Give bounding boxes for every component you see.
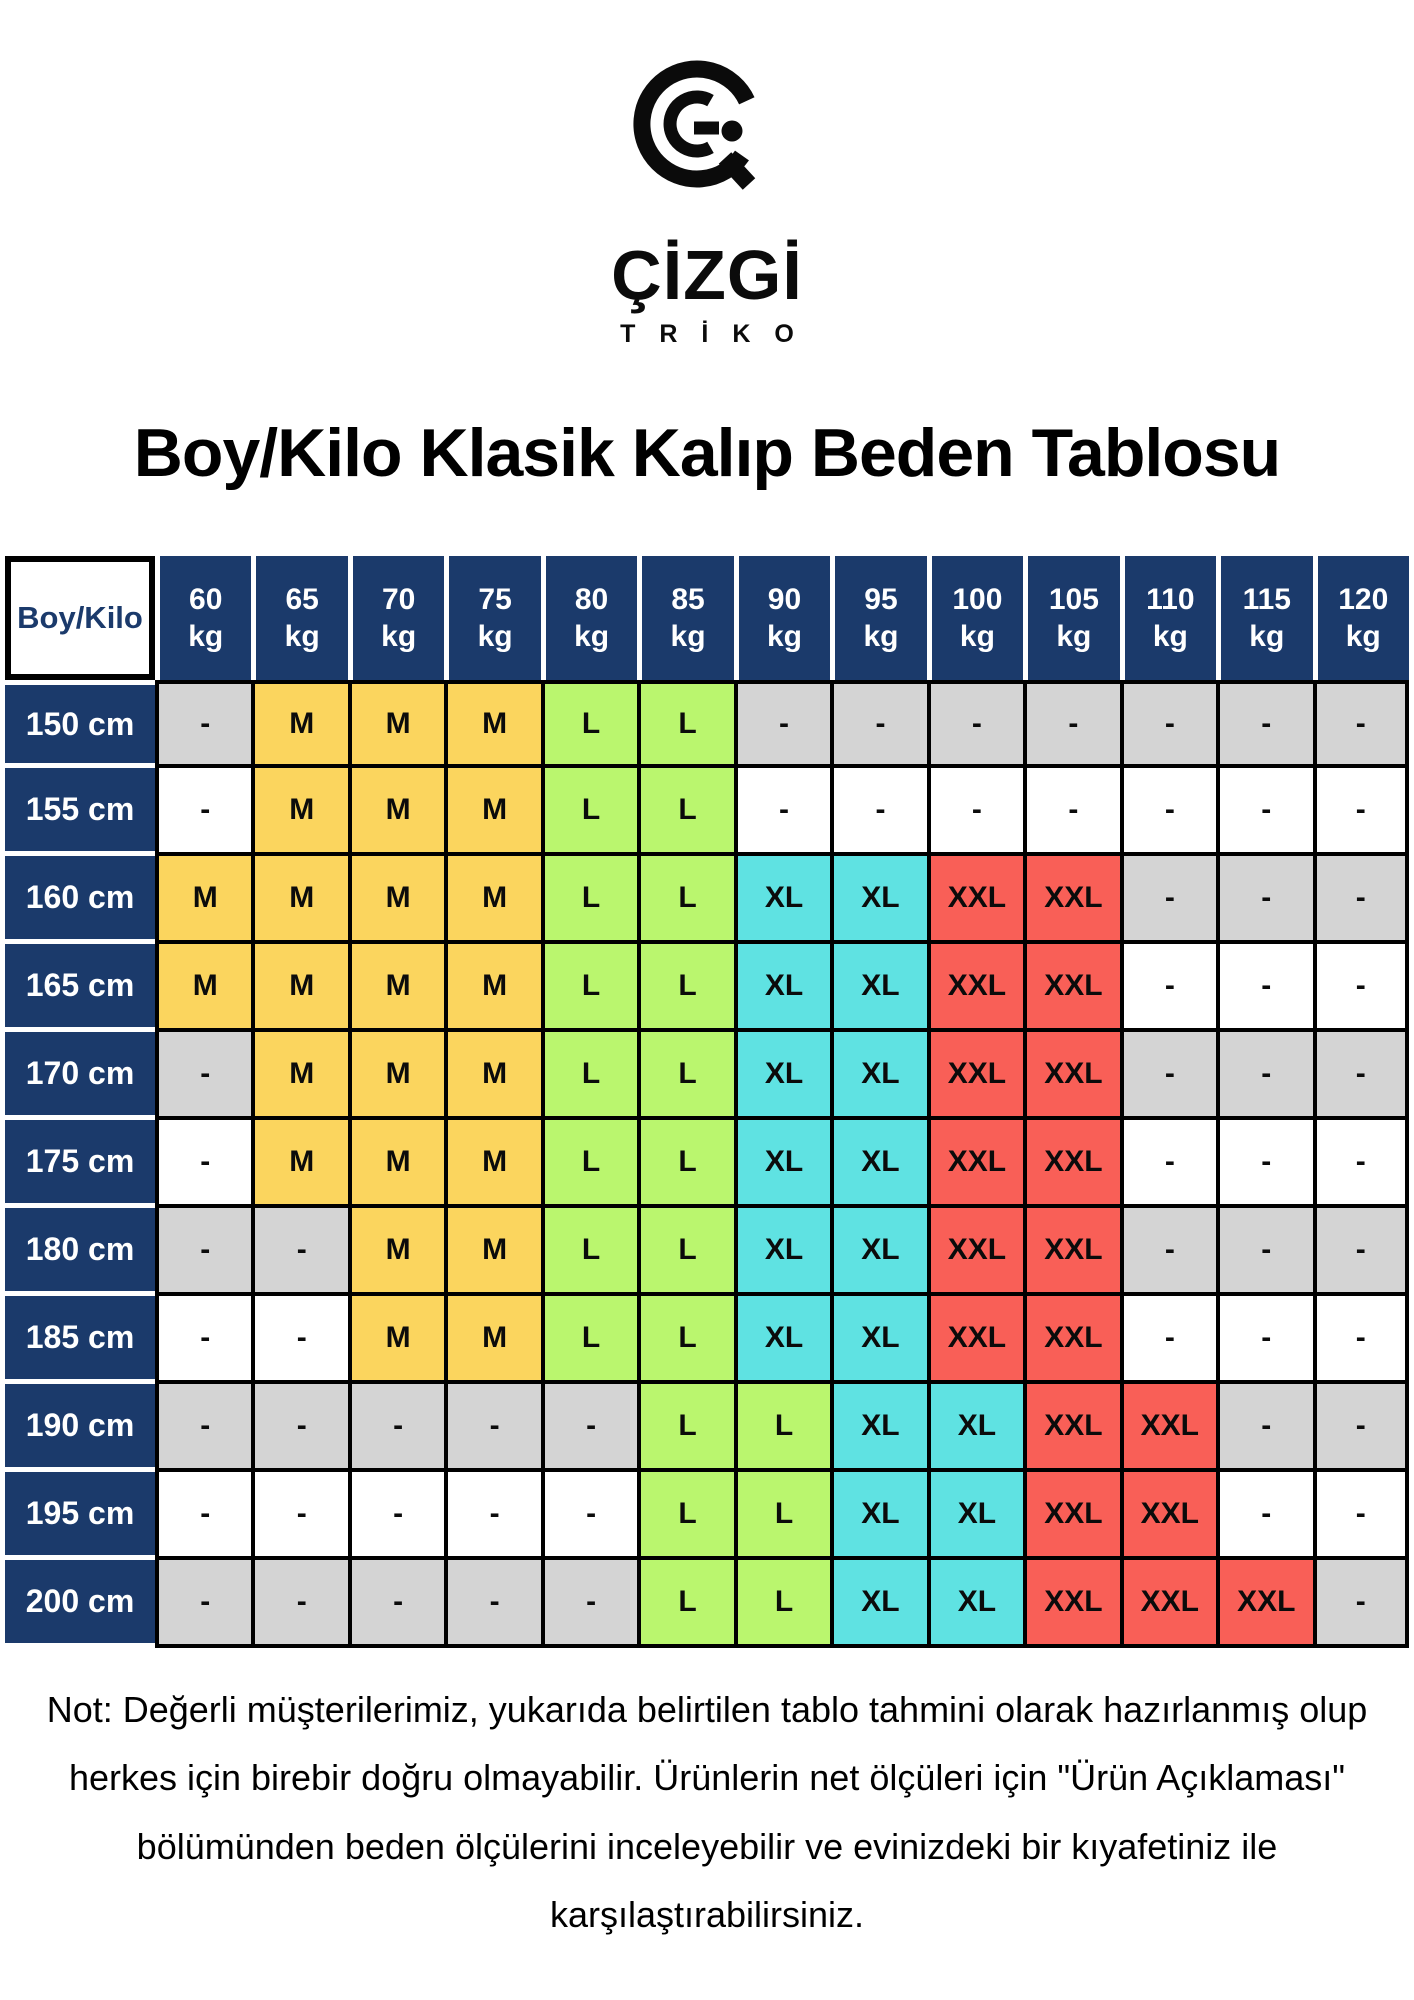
empty-cell: - <box>1313 680 1409 768</box>
size-cell-m: M <box>444 680 540 768</box>
empty-cell: - <box>1120 944 1216 1032</box>
size-cell-m: M <box>348 856 444 944</box>
empty-cell: - <box>541 1384 637 1472</box>
empty-cell: - <box>155 1208 251 1296</box>
empty-cell: - <box>1216 1296 1312 1384</box>
size-cell-xl: XL <box>830 856 926 944</box>
size-cell-xl: XL <box>830 944 926 1032</box>
empty-cell: - <box>1216 1472 1312 1560</box>
weight-header-cell: 120 kg <box>1313 556 1409 680</box>
size-cell-m: M <box>348 680 444 768</box>
height-header-cell: 150 cm <box>5 680 155 768</box>
size-cell-xl: XL <box>734 1208 830 1296</box>
size-cell-xl: XL <box>927 1560 1023 1648</box>
size-cell-xl: XL <box>927 1472 1023 1560</box>
size-cell-xxl: XXL <box>927 1296 1023 1384</box>
empty-cell: - <box>251 1472 347 1560</box>
size-cell-m: M <box>348 1032 444 1120</box>
size-cell-xxl: XXL <box>927 856 1023 944</box>
size-cell-xxl: XXL <box>1023 1208 1119 1296</box>
size-cell-xxl: XXL <box>1023 1296 1119 1384</box>
empty-cell: - <box>1313 1472 1409 1560</box>
brand-logo-mark-icon <box>632 44 782 236</box>
empty-cell: - <box>1120 1032 1216 1120</box>
weight-header-cell: 80 kg <box>541 556 637 680</box>
empty-cell: - <box>1313 1120 1409 1208</box>
size-cell-xxl: XXL <box>1023 944 1119 1032</box>
size-cell-m: M <box>348 768 444 856</box>
empty-cell: - <box>1120 856 1216 944</box>
weight-header-cell: 105 kg <box>1023 556 1119 680</box>
height-header-cell: 180 cm <box>5 1208 155 1296</box>
weight-header-cell: 65 kg <box>251 556 347 680</box>
empty-cell: - <box>348 1560 444 1648</box>
size-cell-m: M <box>444 944 540 1032</box>
weight-header-cell: 60 kg <box>155 556 251 680</box>
empty-cell: - <box>830 680 926 768</box>
weight-header-cell: 115 kg <box>1216 556 1312 680</box>
empty-cell: - <box>927 680 1023 768</box>
weight-header-cell: 75 kg <box>444 556 540 680</box>
size-cell-m: M <box>444 1208 540 1296</box>
size-cell-m: M <box>444 1120 540 1208</box>
size-cell-xl: XL <box>830 1296 926 1384</box>
size-cell-m: M <box>251 1032 347 1120</box>
size-cell-l: L <box>734 1560 830 1648</box>
empty-cell: - <box>444 1384 540 1472</box>
empty-cell: - <box>1120 680 1216 768</box>
size-cell-xxl: XXL <box>1023 1560 1119 1648</box>
size-cell-m: M <box>251 1120 347 1208</box>
empty-cell: - <box>1313 1296 1409 1384</box>
size-cell-xxl: XXL <box>927 1032 1023 1120</box>
size-cell-l: L <box>637 856 733 944</box>
empty-cell: - <box>251 1384 347 1472</box>
empty-cell: - <box>734 768 830 856</box>
empty-cell: - <box>541 1560 637 1648</box>
size-cell-l: L <box>541 1296 637 1384</box>
size-cell-l: L <box>541 1120 637 1208</box>
size-cell-m: M <box>251 680 347 768</box>
empty-cell: - <box>1313 1384 1409 1472</box>
table-body <box>5 680 1409 1648</box>
corner-cell: Boy/Kilo <box>5 556 155 680</box>
size-cell-m: M <box>348 944 444 1032</box>
empty-cell: - <box>155 1560 251 1648</box>
height-header-cell: 185 cm <box>5 1296 155 1384</box>
size-cell-m: M <box>348 1208 444 1296</box>
height-header-cell: 165 cm <box>5 944 155 1032</box>
size-table <box>5 556 1409 1648</box>
size-cell-l: L <box>541 1032 637 1120</box>
size-cell-xxl: XXL <box>927 1120 1023 1208</box>
size-cell-xl: XL <box>830 1560 926 1648</box>
empty-cell: - <box>541 1472 637 1560</box>
weight-header-cell: 85 kg <box>637 556 733 680</box>
size-cell-xl: XL <box>830 1120 926 1208</box>
empty-cell: - <box>1313 856 1409 944</box>
empty-cell: - <box>830 768 926 856</box>
empty-cell: - <box>1216 768 1312 856</box>
empty-cell: - <box>444 1560 540 1648</box>
size-cell-xxl: XXL <box>927 1208 1023 1296</box>
size-cell-xxl: XXL <box>1023 1120 1119 1208</box>
size-cell-m: M <box>251 856 347 944</box>
size-cell-m: M <box>348 1120 444 1208</box>
size-cell-xxl: XXL <box>1023 1472 1119 1560</box>
size-cell-l: L <box>637 1472 733 1560</box>
size-cell-m: M <box>251 768 347 856</box>
empty-cell: - <box>1313 1560 1409 1648</box>
size-cell-l: L <box>734 1472 830 1560</box>
empty-cell: - <box>251 1208 347 1296</box>
empty-cell: - <box>1120 1296 1216 1384</box>
empty-cell: - <box>155 1384 251 1472</box>
footnote: Not: Değerli müşterilerimiz, yukarıda belirtilen tablo tahmini olarak hazırlanmış olup herkes için birebir doğru olmayabilir. Ürünlerin net ölçüleri için "Ürün Açıklaması" bölümünden beden ölçülerini inceleyebilir ve evinizdeki bir kıyafetiniz ile karşılaştırabilirsiniz. <box>46 1689 1368 1936</box>
size-cell-m: M <box>348 1296 444 1384</box>
size-cell-l: L <box>637 1208 733 1296</box>
size-cell-xxl: XXL <box>1216 1560 1312 1648</box>
empty-cell: - <box>348 1472 444 1560</box>
empty-cell: - <box>1120 768 1216 856</box>
empty-cell: - <box>1216 944 1312 1032</box>
size-cell-xxl: XXL <box>927 944 1023 1032</box>
size-cell-l: L <box>541 1208 637 1296</box>
height-header-cell: 195 cm <box>5 1472 155 1560</box>
size-cell-l: L <box>541 856 637 944</box>
size-cell-l: L <box>541 680 637 768</box>
size-cell-m: M <box>444 1032 540 1120</box>
size-cell-l: L <box>541 768 637 856</box>
size-cell-l: L <box>734 1384 830 1472</box>
size-cell-l: L <box>637 944 733 1032</box>
empty-cell: - <box>155 680 251 768</box>
size-cell-m: M <box>251 944 347 1032</box>
empty-cell: - <box>1216 1120 1312 1208</box>
empty-cell: - <box>155 1032 251 1120</box>
empty-cell: - <box>734 680 830 768</box>
size-cell-l: L <box>637 1120 733 1208</box>
weight-header-cell: 90 kg <box>734 556 830 680</box>
empty-cell: - <box>1313 944 1409 1032</box>
weight-header-cell: 110 kg <box>1120 556 1216 680</box>
size-cell-xxl: XXL <box>1120 1560 1216 1648</box>
size-cell-l: L <box>541 944 637 1032</box>
weight-header-cell: 95 kg <box>830 556 926 680</box>
empty-cell: - <box>1216 856 1312 944</box>
empty-cell: - <box>155 1472 251 1560</box>
size-cell-xl: XL <box>734 1032 830 1120</box>
size-cell-xl: XL <box>830 1384 926 1472</box>
empty-cell: - <box>444 1472 540 1560</box>
empty-cell: - <box>1023 680 1119 768</box>
empty-cell: - <box>155 768 251 856</box>
empty-cell: - <box>1023 768 1119 856</box>
empty-cell: - <box>155 1120 251 1208</box>
empty-cell: - <box>1313 768 1409 856</box>
size-cell-xl: XL <box>830 1032 926 1120</box>
size-cell-xl: XL <box>734 856 830 944</box>
empty-cell: - <box>251 1296 347 1384</box>
empty-cell: - <box>348 1384 444 1472</box>
empty-cell: - <box>1216 1384 1312 1472</box>
table-header-row <box>5 556 1409 680</box>
empty-cell: - <box>1216 1032 1312 1120</box>
height-header-cell: 175 cm <box>5 1120 155 1208</box>
empty-cell: - <box>1313 1208 1409 1296</box>
page-title: Boy/Kilo Klasik Kalıp Beden Tablosu <box>133 415 1281 491</box>
size-cell-xl: XL <box>734 944 830 1032</box>
size-cell-m: M <box>444 856 540 944</box>
height-header-cell: 170 cm <box>5 1032 155 1120</box>
empty-cell: - <box>1216 680 1312 768</box>
size-cell-m: M <box>155 944 251 1032</box>
size-cell-l: L <box>637 680 733 768</box>
size-cell-l: L <box>637 1560 733 1648</box>
brand-wordmark: ÇİZGİ <box>611 236 803 314</box>
height-header-cell: 190 cm <box>5 1384 155 1472</box>
empty-cell: - <box>1120 1120 1216 1208</box>
size-cell-l: L <box>637 768 733 856</box>
size-cell-xl: XL <box>927 1384 1023 1472</box>
height-header-cell: 160 cm <box>5 856 155 944</box>
brand-submark: TRİKO <box>620 320 818 348</box>
size-cell-m: M <box>444 1296 540 1384</box>
brand-logo <box>0 44 1414 347</box>
size-cell-l: L <box>637 1384 733 1472</box>
size-cell-xl: XL <box>830 1208 926 1296</box>
size-cell-xxl: XXL <box>1120 1384 1216 1472</box>
height-header-cell: 200 cm <box>5 1560 155 1648</box>
size-cell-xl: XL <box>830 1472 926 1560</box>
empty-cell: - <box>1216 1208 1312 1296</box>
weight-header-cell: 100 kg <box>927 556 1023 680</box>
size-cell-xl: XL <box>734 1120 830 1208</box>
size-cell-m: M <box>155 856 251 944</box>
size-cell-xxl: XXL <box>1023 1032 1119 1120</box>
size-cell-xxl: XXL <box>1023 856 1119 944</box>
weight-header-cell: 70 kg <box>348 556 444 680</box>
size-cell-xxl: XXL <box>1120 1472 1216 1560</box>
size-cell-m: M <box>444 768 540 856</box>
size-cell-xxl: XXL <box>1023 1384 1119 1472</box>
height-header-cell: 155 cm <box>5 768 155 856</box>
empty-cell: - <box>927 768 1023 856</box>
empty-cell: - <box>251 1560 347 1648</box>
size-cell-xl: XL <box>734 1296 830 1384</box>
empty-cell: - <box>155 1296 251 1384</box>
empty-cell: - <box>1120 1208 1216 1296</box>
size-cell-l: L <box>637 1296 733 1384</box>
empty-cell: - <box>1313 1032 1409 1120</box>
size-cell-l: L <box>637 1032 733 1120</box>
